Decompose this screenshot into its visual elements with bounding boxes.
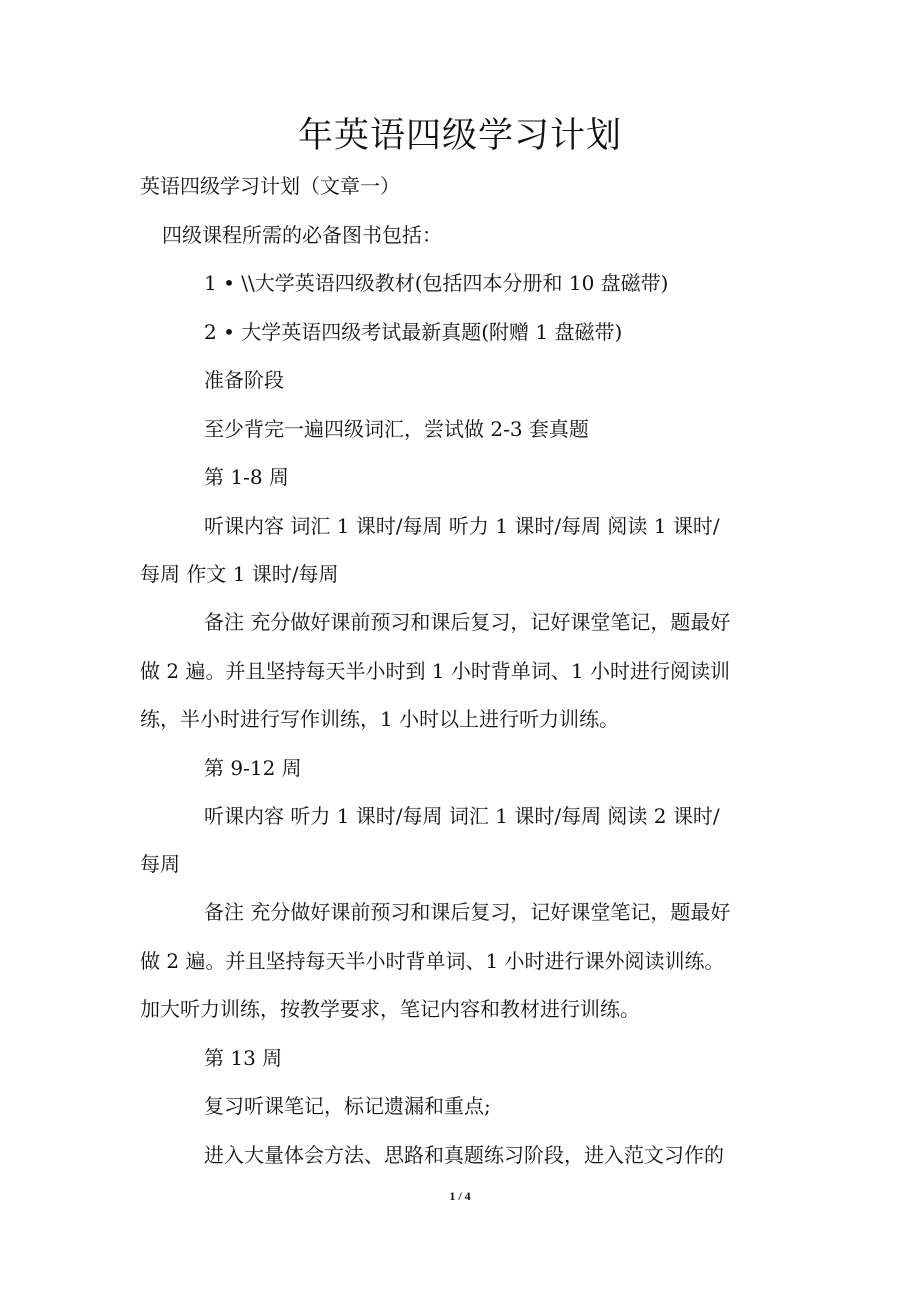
book-item-1: 1 • \\大学英语四级教材(包括四本分册和 10 盘磁带) — [204, 271, 669, 295]
paragraph-line: 做 2 遍。并且坚持每天半小时背单词、1 小时进行课外阅读训练。 — [140, 949, 725, 973]
paragraph-line: 至少背完一遍四级词汇，尝试做 2-3 套真题 — [204, 417, 589, 441]
document-title: 年英语四级学习计划 — [297, 116, 622, 156]
paragraph-line: 加大听力训练，按教学要求，笔记内容和教材进行训练。 — [140, 997, 640, 1021]
paragraph-line: 备注 充分做好课前预习和课后复习，记好课堂笔记，题最好 — [204, 610, 731, 634]
section-heading: 第 9-12 周 — [204, 756, 302, 780]
paragraph-line: 练，半小时进行写作训练，1 小时以上进行听力训练。 — [140, 707, 620, 731]
paragraph-line: 复习听课笔记，标记遗漏和重点; — [204, 1094, 491, 1118]
section-heading: 第 13 周 — [204, 1046, 283, 1070]
article-subtitle: 英语四级学习计划（文章一） — [140, 174, 400, 198]
page-number: 1 / 4 — [449, 1189, 471, 1203]
paragraph-line: 做 2 遍。并且坚持每天半小时到 1 小时背单词、1 小时进行阅读训 — [140, 659, 730, 683]
paragraph-line: 每周 — [140, 852, 180, 876]
book-item-2: 2 • 大学英语四级考试最新真题(附赠 1 盘磁带) — [204, 320, 623, 344]
section-heading: 第 1-8 周 — [204, 465, 289, 489]
paragraph-line: 四级课程所需的必备图书包括： — [162, 223, 442, 247]
paragraph-line: 听课内容 听力 1 课时/每周 词汇 1 课时/每周 阅读 2 课时/ — [204, 804, 720, 828]
paragraph-line: 备注 充分做好课前预习和课后复习，记好课堂笔记，题最好 — [204, 900, 731, 924]
paragraph-line: 听课内容 词汇 1 课时/每周 听力 1 课时/每周 阅读 1 课时/ — [204, 514, 720, 538]
section-heading: 准备阶段 — [204, 368, 284, 392]
paragraph-line: 进入大量体会方法、思路和真题练习阶段，进入范文习作的 — [204, 1143, 724, 1167]
paragraph-line: 每周 作文 1 课时/每周 — [140, 562, 339, 586]
